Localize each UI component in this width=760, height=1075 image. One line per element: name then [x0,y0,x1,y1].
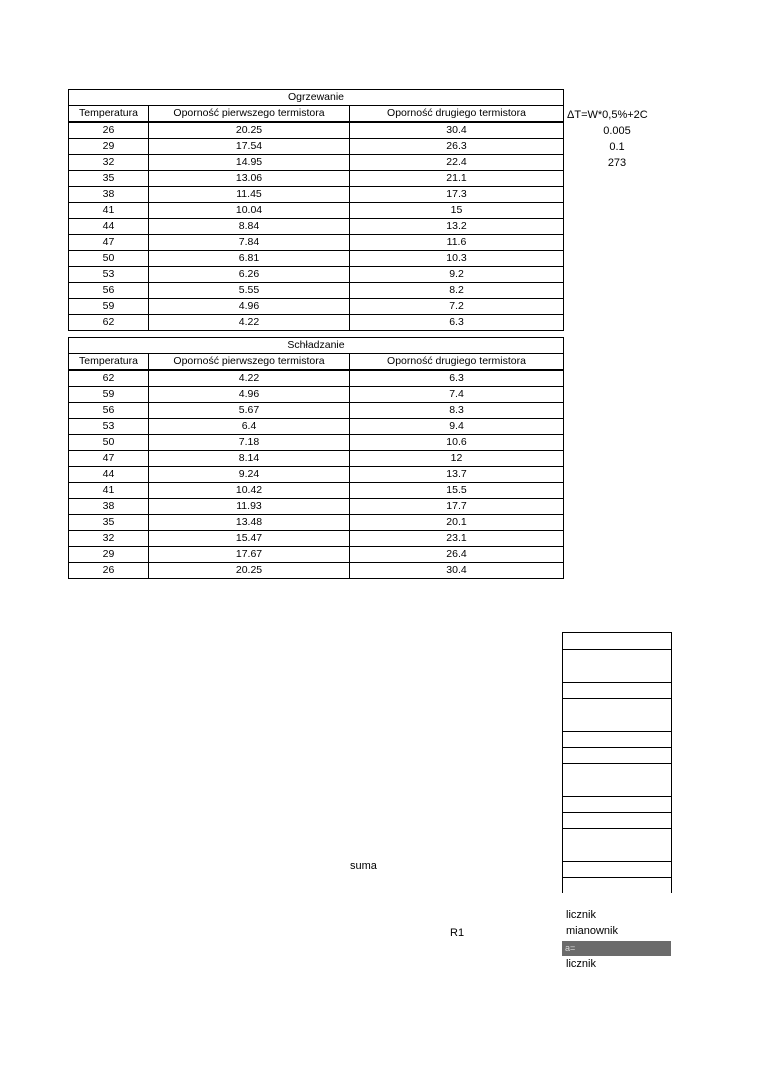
table-row [69,155,564,171]
heating-table [68,89,564,331]
cell-resistance-2: 6.3 [350,315,564,331]
cell-temperature: 56 [69,283,149,299]
heating-title: Ogrzewanie [69,90,564,106]
cell-temperature: 26 [69,563,149,579]
cell-resistance-1: 10.42 [149,483,350,499]
cell-resistance-2: 10.6 [350,435,564,451]
table-row [69,387,564,403]
cell-resistance-1: 14.95 [149,155,350,171]
cell-resistance-2: 10.3 [350,251,564,267]
cell-resistance-2: 26.3 [350,139,564,155]
table-row [69,403,564,419]
cell-temperature: 38 [69,499,149,515]
cell-resistance-1: 7.18 [149,435,350,451]
cell-temperature: 41 [69,483,149,499]
cell-resistance-1: 8.84 [149,219,350,235]
empty-cell-block [562,632,672,893]
header-resistance-1: Oporność pierwszego termistora [149,354,350,371]
table-row [69,315,564,331]
cell-resistance-2: 17.7 [350,499,564,515]
table-row [69,219,564,235]
cell-temperature: 50 [69,435,149,451]
cell-resistance-2: 15 [350,203,564,219]
header-resistance-2: Oporność drugiego termistora [350,106,564,123]
cell-resistance-1: 5.55 [149,283,350,299]
cell-resistance-2: 21.1 [350,171,564,187]
cell-resistance-2: 11.6 [350,235,564,251]
value-3: 273 [607,157,627,169]
cell-resistance-2: 9.4 [350,419,564,435]
suma-label: suma [350,860,377,872]
cell-resistance-1: 9.24 [149,467,350,483]
a-equals-cell: a= [562,941,671,956]
cell-resistance-1: 11.45 [149,187,350,203]
cell-temperature: 29 [69,547,149,563]
cell-temperature: 44 [69,219,149,235]
cell-temperature: 35 [69,171,149,187]
cooling-table [68,337,564,579]
table-row [69,531,564,547]
table-row [69,499,564,515]
cell-resistance-1: 6.81 [149,251,350,267]
cell-resistance-2: 30.4 [350,122,564,139]
cell-resistance-1: 4.96 [149,299,350,315]
cell-temperature: 59 [69,387,149,403]
cell-temperature: 47 [69,235,149,251]
mianownik-label: mianownik [566,925,618,937]
cell-temperature: 53 [69,419,149,435]
table-row [69,187,564,203]
table-row [69,122,564,139]
cell-temperature: 62 [69,370,149,387]
cell-resistance-2: 8.3 [350,403,564,419]
cell-resistance-2: 9.2 [350,267,564,283]
cell-resistance-1: 17.54 [149,139,350,155]
table-row [69,299,564,315]
r1-label: R1 [450,927,465,939]
header-temperature: Temperatura [69,106,149,123]
cell-resistance-1: 20.25 [149,122,350,139]
cell-resistance-2: 17.3 [350,187,564,203]
cell-resistance-1: 6.4 [149,419,350,435]
cell-temperature: 47 [69,451,149,467]
table-row [69,283,564,299]
cell-resistance-1: 10.04 [149,203,350,219]
cell-resistance-1: 4.96 [149,387,350,403]
cell-resistance-1: 13.48 [149,515,350,531]
table-row [69,467,564,483]
table-row [69,251,564,267]
table-row [69,235,564,251]
cell-resistance-1: 8.14 [149,451,350,467]
cell-resistance-2: 22.4 [350,155,564,171]
cell-resistance-1: 5.67 [149,403,350,419]
cell-temperature: 32 [69,531,149,547]
cell-resistance-2: 6.3 [350,370,564,387]
cell-resistance-1: 17.67 [149,547,350,563]
cell-resistance-2: 13.2 [350,219,564,235]
licznik-label-2: licznik [566,958,596,970]
cell-temperature: 62 [69,315,149,331]
table-row [69,451,564,467]
table-row [69,139,564,155]
cell-resistance-2: 12 [350,451,564,467]
table-row [69,267,564,283]
cooling-title: Schładzanie [69,338,564,354]
cell-temperature: 59 [69,299,149,315]
cell-resistance-2: 8.2 [350,283,564,299]
licznik-label: licznik [566,909,596,921]
cell-temperature: 41 [69,203,149,219]
table-row [69,203,564,219]
cell-resistance-2: 13.7 [350,467,564,483]
cell-temperature: 26 [69,122,149,139]
cell-temperature: 35 [69,515,149,531]
header-resistance-2: Oporność drugiego termistora [350,354,564,371]
cell-resistance-1: 4.22 [149,315,350,331]
cell-temperature: 53 [69,267,149,283]
table-row [69,435,564,451]
table-row [69,483,564,499]
cell-resistance-2: 15.5 [350,483,564,499]
cell-resistance-2: 7.2 [350,299,564,315]
cell-temperature: 44 [69,467,149,483]
table-row [69,370,564,387]
header-temperature: Temperatura [69,354,149,371]
table-row [69,515,564,531]
cell-resistance-1: 11.93 [149,499,350,515]
table-row [69,547,564,563]
formula-label: ΔT=W*0,5%+2C [567,109,648,121]
cell-resistance-2: 20.1 [350,515,564,531]
value-1: 0.005 [603,125,631,137]
cell-resistance-1: 4.22 [149,370,350,387]
cell-temperature: 29 [69,139,149,155]
table-row [69,563,564,579]
cell-temperature: 50 [69,251,149,267]
cell-resistance-2: 26.4 [350,547,564,563]
cell-temperature: 32 [69,155,149,171]
header-resistance-1: Oporność pierwszego termistora [149,106,350,123]
cell-resistance-2: 30.4 [350,563,564,579]
cell-resistance-1: 7.84 [149,235,350,251]
cell-resistance-1: 20.25 [149,563,350,579]
table-row [69,419,564,435]
cell-resistance-1: 13.06 [149,171,350,187]
cell-temperature: 38 [69,187,149,203]
cell-resistance-2: 7.4 [350,387,564,403]
cell-temperature: 56 [69,403,149,419]
table-row [69,171,564,187]
cell-resistance-2: 23.1 [350,531,564,547]
cell-resistance-1: 15.47 [149,531,350,547]
cell-resistance-1: 6.26 [149,267,350,283]
value-2: 0.1 [609,141,625,153]
